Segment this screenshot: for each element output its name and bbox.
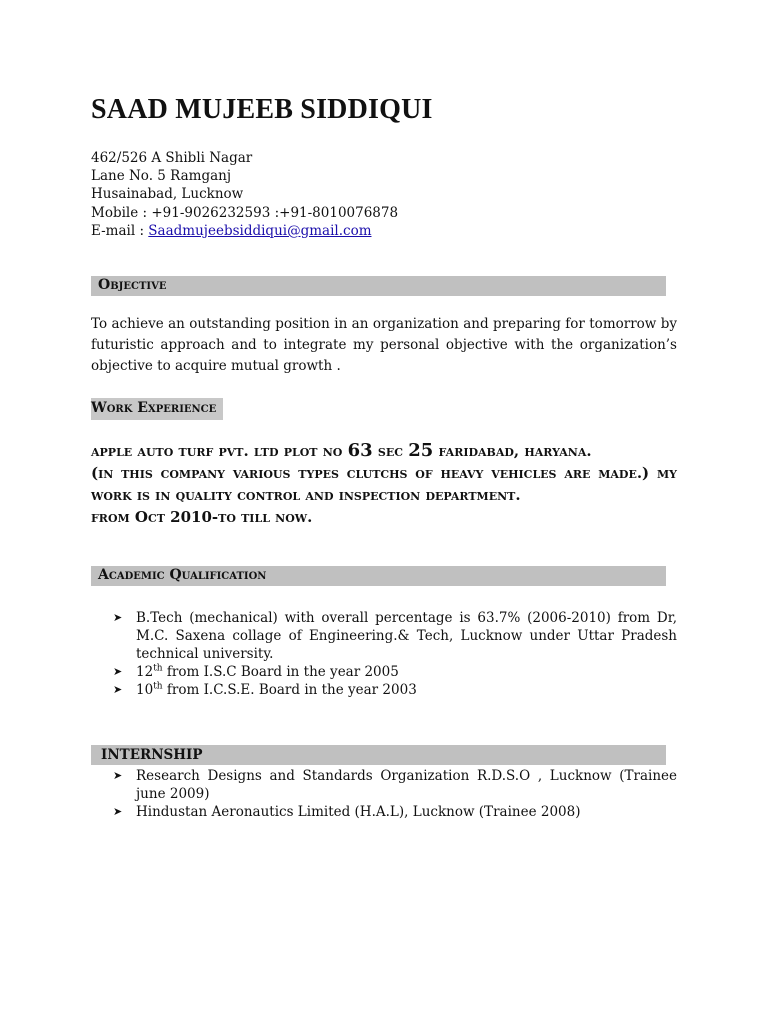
company-description-line: (in this company various types clutchs of heavy vehicles are made.) my xyxy=(91,464,677,482)
work-duration-line: from Oct 2010-to till now. xyxy=(91,508,313,526)
work-experience-heading: Work Experience xyxy=(91,400,217,416)
list-item xyxy=(91,681,677,699)
email-label: E-mail : xyxy=(91,222,149,239)
mobile-number: Mobile : +91-9026232593 :+91-8010076878 xyxy=(91,204,399,221)
company-name: apple auto turf pvt. ltd plot no xyxy=(91,442,343,460)
internship-heading: INTERNSHIP xyxy=(101,747,203,763)
address-line-3: Husainabad, Lucknow xyxy=(91,186,244,203)
objective-heading: Objective xyxy=(98,277,167,293)
list-item xyxy=(91,663,677,681)
arrowhead-bullet-icon: ➤ xyxy=(113,611,123,624)
isc-grade-suffix: th xyxy=(153,663,163,674)
address-line-1: 462/526 A Shibli Nagar xyxy=(91,150,253,166)
list-item xyxy=(91,803,677,821)
work-experience-details xyxy=(91,440,677,528)
arrowhead-bullet-icon: ➤ xyxy=(113,683,123,696)
academic-heading: Academic Qualification xyxy=(98,567,267,583)
sector-number: 25 xyxy=(408,440,434,461)
company-location: faridabad, haryana. xyxy=(438,442,592,460)
plot-number: 63 xyxy=(347,440,373,461)
candidate-name: SAAD MUJEEB SIDDIQUI xyxy=(91,94,433,125)
icse-qualification: from I.C.S.E. Board in the year 2003 xyxy=(162,682,417,698)
objective-header-bar xyxy=(91,276,666,296)
isc-grade: 12 xyxy=(136,664,154,680)
company-line xyxy=(91,440,677,462)
email-link[interactable]: Saadmujeebsiddiqui@gmail.com xyxy=(148,222,372,239)
sector-label: sec xyxy=(377,442,403,460)
internship-hal: Hindustan Aeronautics Limited (H.A.L), Lucknow (Trainee 2008) xyxy=(136,804,581,820)
arrowhead-bullet-icon: ➤ xyxy=(113,805,123,818)
internship-rdso: Research Designs and Standards Organization R.D.S.O , Lucknow (Trainee june 2009) xyxy=(136,768,677,802)
list-item xyxy=(91,767,677,803)
academic-list xyxy=(91,609,677,699)
list-item xyxy=(91,609,677,663)
address-line-2: Lane No. 5 Ramganj xyxy=(91,168,232,185)
objective-text: To achieve an outstanding position in an organization and preparing for tomorrow by futuristic approach and to integrate my personal objective with the organization’s objective to acquire mutual growth . xyxy=(91,316,677,374)
contact-block xyxy=(91,149,398,240)
arrowhead-bullet-icon: ➤ xyxy=(113,665,123,678)
isc-qualification: from I.S.C Board in the year 2005 xyxy=(162,664,399,680)
btech-qualification: B.Tech (mechanical) with overall percentage is 63.7% (2006-2010) from Dr, M.C. Saxena collage of Engineering.& Tech, Lucknow under Uttar Pradesh technical university. xyxy=(136,610,677,662)
internship-list xyxy=(91,767,677,821)
email-line xyxy=(91,222,398,240)
arrowhead-bullet-icon: ➤ xyxy=(113,769,123,782)
icse-grade: 10 xyxy=(136,682,154,698)
work-role-line: work is in quality control and inspection department. xyxy=(91,486,521,504)
icse-grade-suffix: th xyxy=(153,681,163,692)
